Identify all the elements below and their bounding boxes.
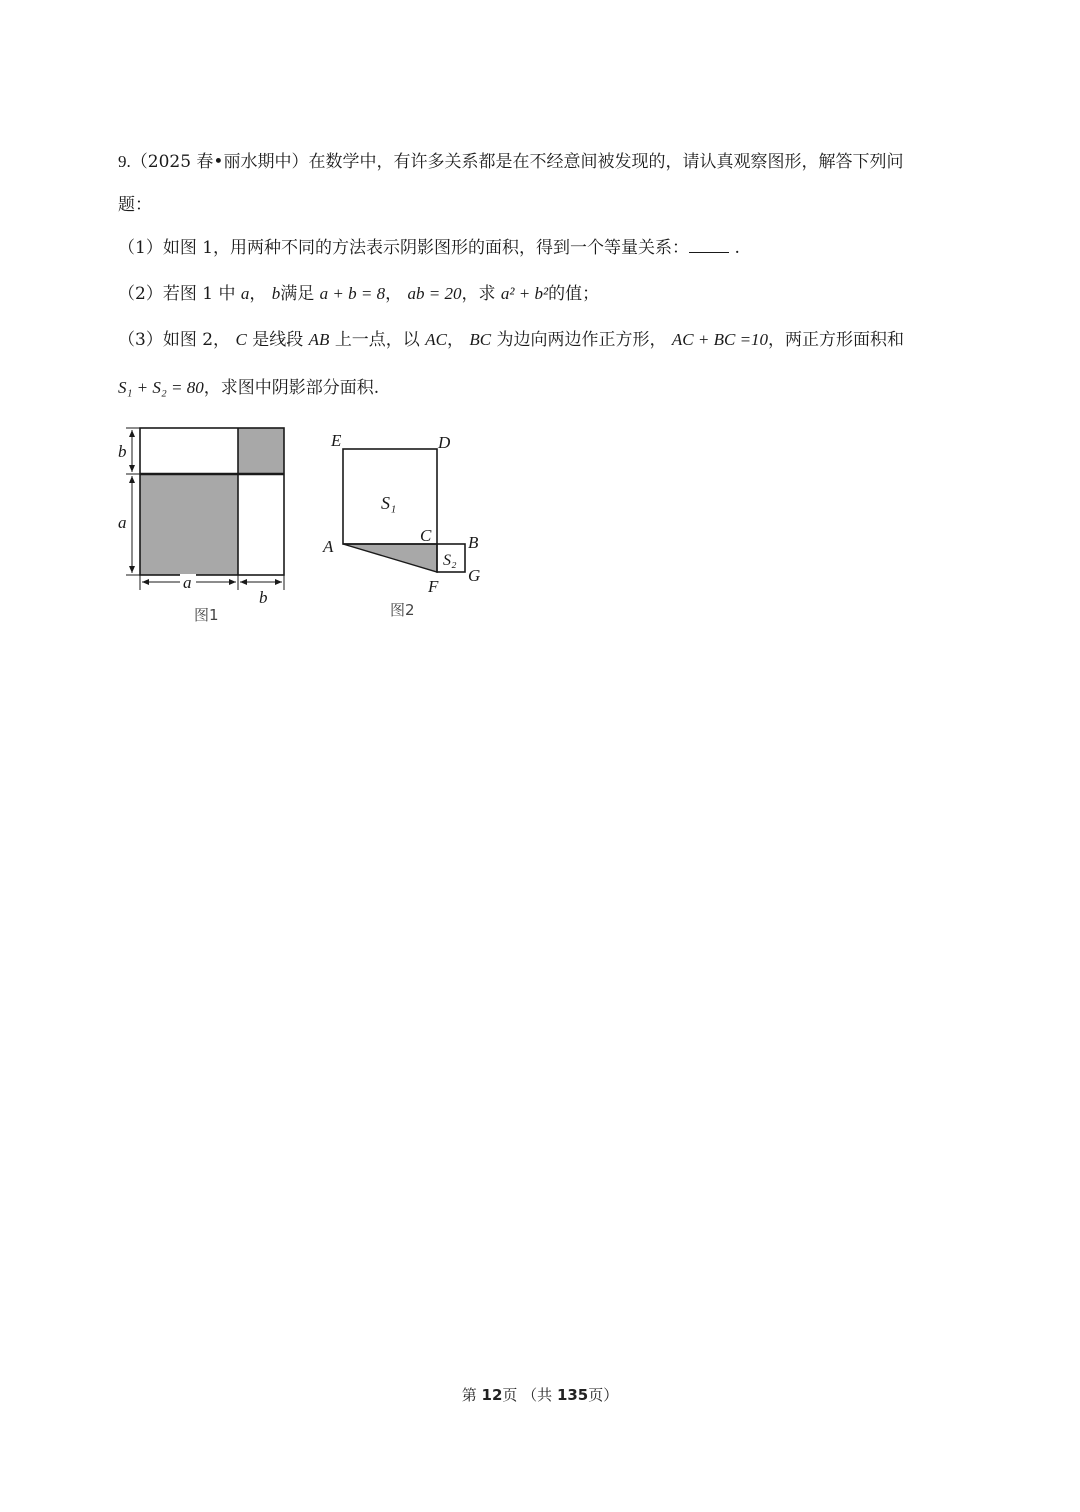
fig1-label-a-side: a (118, 513, 127, 532)
expression-a2-b2: a² + b² (500, 284, 549, 303)
figure-1 (108, 420, 308, 630)
part-2-comma: ， (249, 284, 267, 304)
var-a: a (240, 284, 250, 303)
part-3-label: （3） (118, 330, 163, 350)
fig2-label-a: A (323, 537, 334, 556)
fig2-label-e: E (331, 431, 342, 450)
segment-bc: BC (469, 330, 492, 349)
fig2-label-d: D (438, 433, 451, 452)
fig1-label-b-bottom: b (259, 588, 268, 607)
fig2-label-b: B (468, 533, 479, 552)
footer-total-pages: 135 (556, 1386, 589, 1404)
answer-blank[interactable] (689, 238, 729, 253)
fig2-label-g: G (468, 566, 481, 585)
footer-mid: 页 （共 (502, 1386, 557, 1404)
part-2-t2: 满足 (280, 284, 315, 304)
fig2-label-s1: S₁ (381, 493, 397, 513)
var-b: b (271, 284, 281, 303)
equation-a-plus-b: a + b = 8 (319, 284, 386, 303)
fig2-shaded-triangle (343, 544, 437, 572)
fig1-label-b-side: b (118, 442, 127, 461)
part-2-label: （2） (118, 284, 163, 304)
part-3-t5: ，两正方形面积和 (768, 330, 905, 350)
footer-suffix: 页） (588, 1386, 619, 1404)
fig1-caption: 图1 (194, 606, 219, 624)
fig1-shaded-square-b (238, 428, 284, 474)
part-3-t2: 是线段 (252, 330, 304, 350)
problem-intro-2: 题： (118, 195, 152, 215)
part-2: （2）若图 1 中 a， b满足 a + b = 8， ab = 20，求 a² + b²的值； (118, 284, 600, 304)
part-3-t6: ，求图中阴影部分面积. (203, 378, 380, 398)
figure-2 (318, 425, 518, 630)
part-1-end: . (729, 238, 740, 258)
part-1 (118, 236, 740, 260)
problem-line-2 (118, 193, 152, 217)
part-3-t4: 为边向两边作正方形， (496, 330, 667, 350)
problem-number: 9. (118, 152, 131, 171)
footer-page-number: 12 (481, 1386, 503, 1404)
part-1-label: （1） (118, 238, 163, 258)
part-3-line-2 (118, 376, 379, 400)
part-2-t4: 的值； (548, 284, 600, 304)
equation-ac-bc: AC + BC =10 (671, 330, 769, 349)
segment-ac: AC (425, 330, 447, 349)
part-3-line-1: （3）如图 2， C 是线段 AB 上一点，以 AC， BC 为边向两边作正方形， AC + BC =10，两正方形面积和 (118, 330, 905, 350)
part-2-t3: ，求 (461, 284, 496, 304)
footer-prefix: 第 (461, 1386, 482, 1404)
part-2-t1: 若图 1 中 (162, 284, 236, 304)
segment-ab: AB (308, 330, 330, 349)
fig1-shaded-square-a (140, 474, 238, 575)
fig1-label-a-bottom: a (183, 573, 192, 592)
fig2-label-f: F (428, 577, 439, 596)
fig2-label-c: C (420, 526, 432, 545)
problem-line-1 (118, 150, 903, 174)
part-3-t1: 如图 2， (162, 330, 231, 350)
equation-s1-s2: S₁ + S₂ = 80 (118, 378, 204, 397)
fig2-caption: 图2 (390, 601, 415, 619)
page-footer (0, 1384, 1080, 1405)
problem-intro-1: 在数学中，有许多关系都是在不经意间被发现的，请认真观察图形，解答下列问 (308, 152, 904, 172)
point-c: C (235, 330, 247, 349)
equation-ab: ab = 20 (407, 284, 462, 303)
part-1-text: 如图 1，用两种不同的方法表示阴影图形的面积，得到一个等量关系： (162, 238, 690, 258)
fig2-label-s2: S₂ (443, 552, 457, 569)
part-3-t3: 上一点，以 (334, 330, 420, 350)
problem-source: （2025 春•丽水期中） (130, 152, 309, 172)
